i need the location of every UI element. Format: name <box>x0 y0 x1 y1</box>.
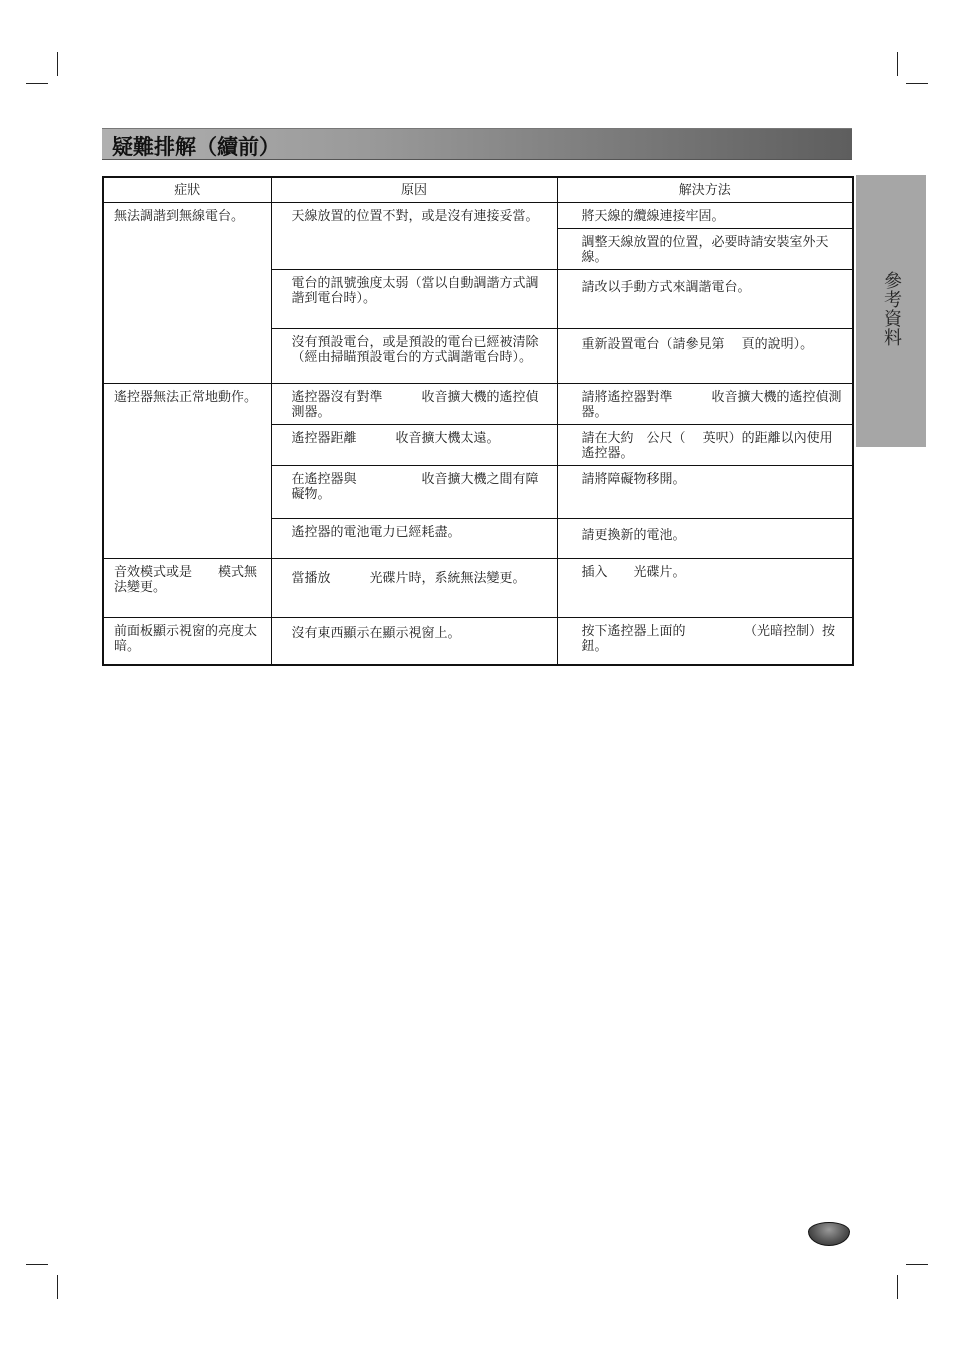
cause-cell: 在遙控器與 收音擴大機之間有障礙物。 <box>271 466 557 519</box>
crop-mark <box>57 52 58 76</box>
solution-cell: 插入 光碟片。 <box>557 559 853 618</box>
crop-mark <box>26 83 48 84</box>
cause-cell: 沒有預設電台，或是預設的電台已經被清除（經由掃瞄預設電台的方式調諧電台時）。 <box>271 329 557 384</box>
header-cause: 原因 <box>271 177 557 203</box>
crop-mark <box>906 83 928 84</box>
solution-cell: 請更換新的電池。 <box>557 519 853 559</box>
table-row <box>103 618 853 665</box>
troubleshooting-table <box>102 176 854 666</box>
solution-cell: 請將障礙物移開。 <box>557 466 853 519</box>
header-solution: 解決方法 <box>557 177 853 203</box>
crop-mark <box>897 52 898 76</box>
header-symptom: 症狀 <box>103 177 271 203</box>
cause-cell: 遙控器的電池電力已經耗盡。 <box>271 519 557 559</box>
table-row <box>103 384 853 425</box>
page-number-badge <box>808 1222 850 1246</box>
solution-cell: 請改以手動方式來調諧電台。 <box>557 270 853 329</box>
page-title: 疑難排解（續前） <box>112 135 280 159</box>
solution-cell: 按下遙控器上面的 （光暗控制）按鈕。 <box>557 618 853 665</box>
side-tab-label: 參考資料 <box>881 271 902 347</box>
symptom-cell: 音效模式或是 模式無法變更。 <box>103 559 271 618</box>
crop-mark <box>57 1275 58 1299</box>
side-tab <box>856 175 926 447</box>
crop-mark <box>906 1264 928 1265</box>
cause-cell: 遙控器距離 收音擴大機太遠。 <box>271 425 557 466</box>
symptom-cell: 遙控器無法正常地動作。 <box>103 384 271 559</box>
solution-cell: 調整天線放置的位置，必要時請安裝室外天線。 <box>557 229 853 270</box>
cause-cell: 當播放 光碟片時，系統無法變更。 <box>271 559 557 618</box>
table-row <box>103 203 853 229</box>
solution-cell: 請將遙控器對準 收音擴大機的遙控偵測器。 <box>557 384 853 425</box>
cause-cell: 天線放置的位置不對，或是沒有連接妥當。 <box>271 203 557 270</box>
crop-mark <box>897 1275 898 1299</box>
table-row <box>103 559 853 618</box>
solution-cell: 將天線的纜線連接牢固。 <box>557 203 853 229</box>
cause-cell: 遙控器沒有對準 收音擴大機的遙控偵測器。 <box>271 384 557 425</box>
table-header-row <box>103 177 853 203</box>
symptom-cell: 無法調諧到無線電台。 <box>103 203 271 384</box>
cause-cell: 沒有東西顯示在顯示視窗上。 <box>271 618 557 665</box>
crop-mark <box>26 1264 48 1265</box>
cause-cell: 電台的訊號強度太弱（當以自動調諧方式調諧到電台時）。 <box>271 270 557 329</box>
solution-cell: 請在大約 公尺（ 英呎）的距離以內使用遙控器。 <box>557 425 853 466</box>
solution-cell: 重新設置電台（請參見第 頁的說明）。 <box>557 329 853 384</box>
symptom-cell: 前面板顯示視窗的亮度太暗。 <box>103 618 271 665</box>
section-title-bar <box>102 128 852 160</box>
